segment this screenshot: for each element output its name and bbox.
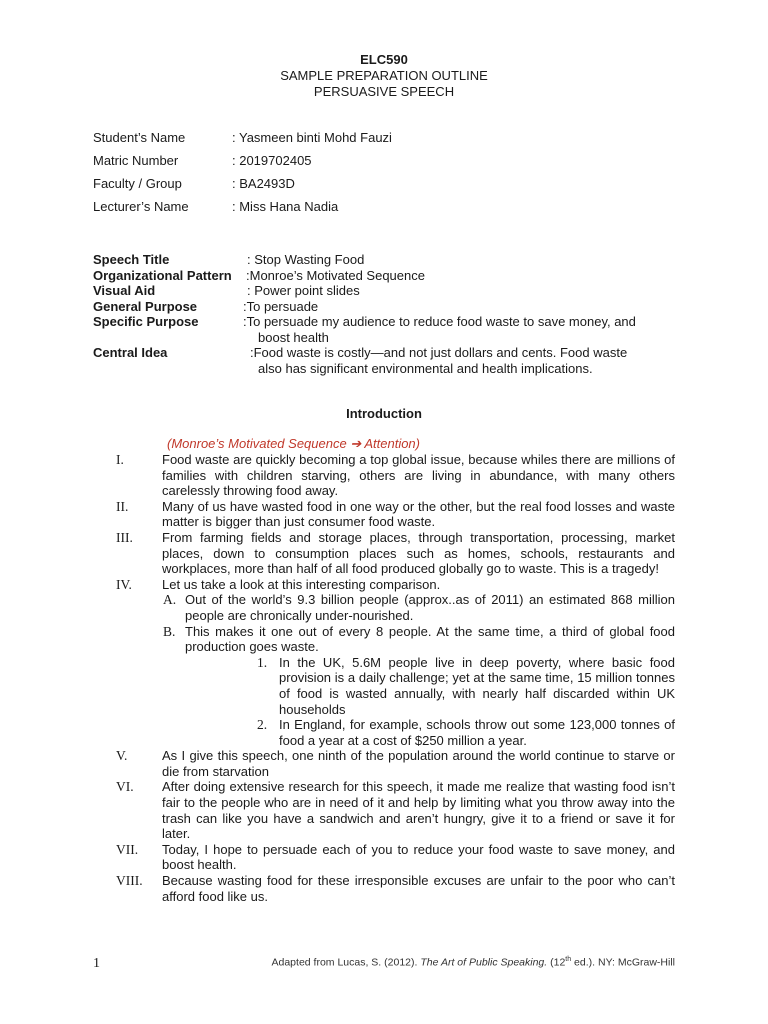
document-header (0, 52, 768, 100)
info-label: Student’s Name (93, 130, 186, 145)
outline-number: III. (116, 529, 133, 545)
citation-edition: (12 (547, 956, 566, 969)
general-purpose-label: General Purpose (93, 298, 198, 314)
specific-purpose-label: Specific Purpose (93, 314, 199, 329)
monroe-suffix: Attention) (361, 436, 420, 451)
outline-number: 2. (257, 717, 268, 733)
general-purpose-value: :To persuade (243, 298, 319, 314)
outline-number: I. (116, 452, 124, 467)
info-value: : BA2493D (232, 176, 295, 191)
monroe-step-note (167, 436, 420, 452)
outline-item (0, 499, 768, 530)
speech-title-label: Speech Title (93, 252, 170, 267)
central-idea-value-cont: also has significant environmental and health implications. (258, 360, 593, 376)
outline-text: In England, for example, schools throw out some 123,000 tonnes of food a year at a cost of $250 million a year. (279, 717, 675, 748)
outline-number: VII. (116, 841, 139, 857)
outline-text: In the UK, 5.6M people live in deep poverty, where basic food provision is a daily challenge; yet at the same time, 15 million tonnes of food is wasted annually, with nearly half discarded within UK households (279, 654, 675, 717)
outline-text: Many of us have wasted food in one way or the other, but the real food losses and waste matter is bigger than just consumer food waste. (162, 498, 675, 530)
outline-text: After doing extensive research for this speech, it made me realize that wasting food isn’t fair to the people who are in need of it and help by limiting what you throw away into the trash can like you have a sandwich and aren’t hungry, give it to a friend or save it for later. (162, 779, 675, 842)
specific-purpose-value: :To persuade my audience to reduce food waste to save money, and (243, 314, 636, 329)
visual-aid-label: Visual Aid (93, 283, 156, 298)
pattern-row (93, 268, 675, 284)
outline-text: Let us take a look at this interesting comparison. (162, 576, 441, 592)
pattern-value: :Monroe’s Motivated Sequence (246, 267, 425, 283)
outline-number: V. (116, 748, 128, 764)
section-heading-introduction: Introduction (346, 406, 422, 421)
monroe-prefix: (Monroe’s Motivated Sequence (167, 436, 351, 451)
central-idea-value: :Food waste is costly—and not just dollars and cents. Food waste (250, 345, 628, 360)
speech-details (93, 252, 675, 376)
outline-text: Because wasting food for these irresponsible excuses are unfair to the poor who can’t afford food like us. (162, 873, 675, 904)
specific-purpose-value-cont: boost health (258, 329, 329, 345)
outline-item (0, 748, 768, 779)
outline-number: A. (163, 592, 177, 608)
outline-text: Out of the world’s 9.3 billion people (approx..as of 2011) an estimated 868 million people are chronically under-nourished. (185, 592, 675, 623)
specific-purpose-row (93, 314, 675, 345)
outline-subsubitem (0, 655, 768, 717)
general-purpose-row (93, 299, 675, 315)
citation-suffix: ed.). NY: McGraw-Hill (571, 956, 675, 969)
course-code: ELC590 (360, 52, 408, 67)
outline-number: VI. (116, 779, 134, 795)
speech-type: PERSUASIVE SPEECH (313, 84, 455, 99)
outline-item (0, 842, 768, 873)
page-number: 1 (93, 956, 100, 971)
outline-number: IV. (116, 576, 132, 592)
outline-number: B. (163, 623, 176, 639)
info-label: Matric Number (93, 153, 179, 168)
outline-subitem (0, 592, 768, 623)
info-label: Lecturer’s Name (93, 199, 189, 214)
info-value: : Miss Hana Nadia (232, 199, 339, 214)
outline-text: From farming fields and storage places, through transportation, processing, market places, down to consumption places such as homes, schools, restaurants and workplaces, more than half of all food produced globally go to waste. This is a tragedy! (162, 529, 675, 577)
outline-subsubitem (0, 717, 768, 748)
outline-item (0, 873, 768, 904)
visual-aid-row (93, 283, 675, 299)
outline-title: SAMPLE PREPARATION OUTLINE (280, 68, 488, 83)
outline-item (0, 577, 768, 593)
central-idea-row (93, 345, 675, 376)
source-citation (272, 956, 676, 969)
outline-item (0, 530, 768, 577)
central-idea-label: Central Idea (93, 345, 168, 360)
pattern-label: Organizational Pattern (93, 267, 232, 283)
info-label: Faculty / Group (93, 176, 182, 191)
outline-item (0, 779, 768, 841)
citation-prefix: Adapted from Lucas, S. (2012). (271, 956, 421, 969)
introduction-outline (0, 452, 768, 904)
outline-number: 1. (257, 654, 268, 670)
page-footer (93, 954, 675, 972)
outline-subitem (0, 624, 768, 655)
arrow-right-icon: ➔ (350, 436, 362, 451)
speech-title-value: : Stop Wasting Food (247, 252, 365, 267)
citation-title: The Art of Public Speaking. (420, 956, 548, 969)
speech-title-row (93, 252, 675, 268)
info-value: : 2019702405 (232, 153, 312, 168)
outline-number: VIII. (116, 873, 143, 889)
outline-number: II. (116, 498, 129, 514)
visual-aid-value: : Power point slides (247, 283, 360, 298)
citation-edition-sup: th (565, 956, 572, 963)
outline-text: Today, I hope to persuade each of you to reduce your food waste to save money, and boost health. (162, 841, 675, 873)
outline-item (0, 452, 768, 499)
info-value: : Yasmeen binti Mohd Fauzi (232, 130, 392, 145)
outline-text: This makes it one out of every 8 people. At the same time, a third of global food production goes waste. (185, 623, 675, 655)
outline-text: Food waste are quickly becoming a top global issue, because whiles there are millions of families with children starving, others are living in abundance, with many others carelessly throwing food away. (162, 452, 675, 499)
outline-text: As I give this speech, one ninth of the population around the world continue to starve or die from starvation (162, 748, 675, 779)
